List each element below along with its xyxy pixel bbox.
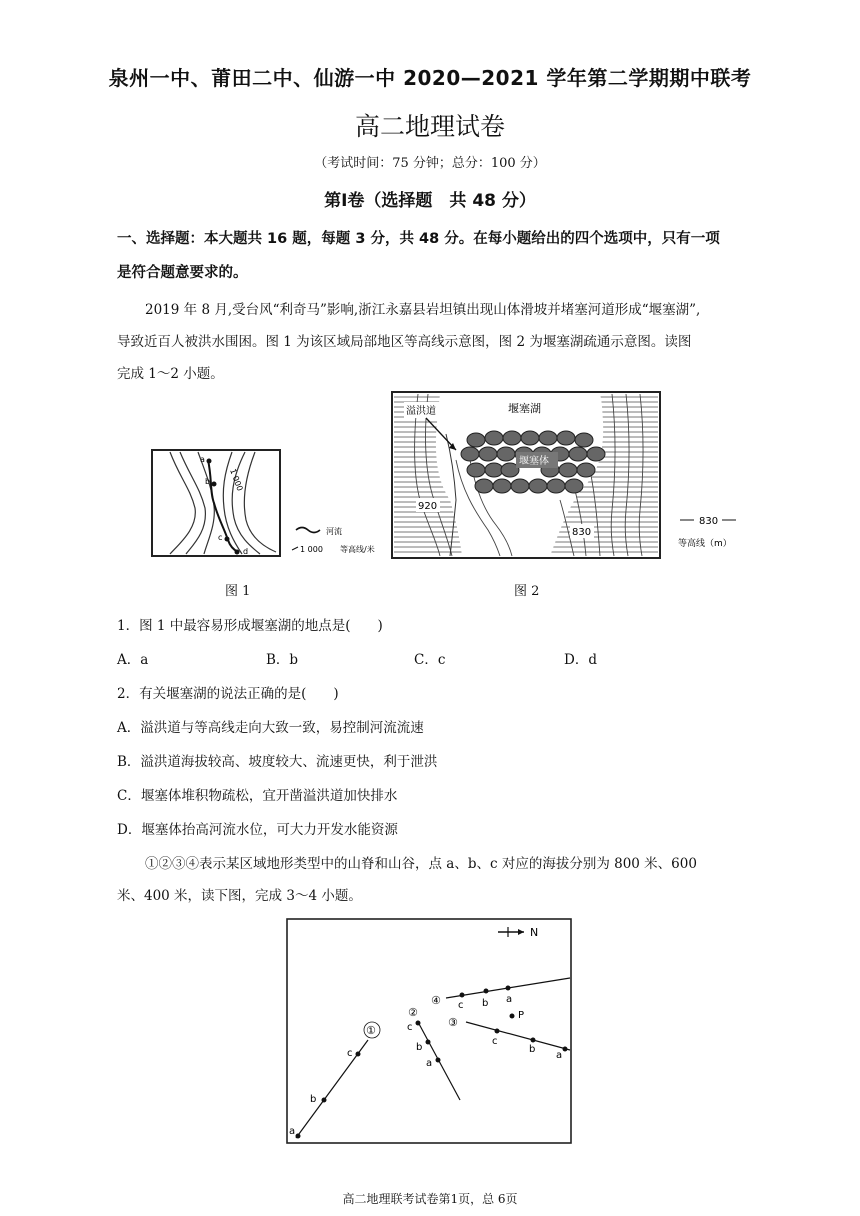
fig1-legend-river: 河流 — [326, 527, 342, 536]
q2-option-a[interactable]: A．溢洪道与等高线走向大致一致，易控制河流流速 — [117, 720, 424, 736]
fig3-l1-c: c — [347, 1048, 353, 1059]
fig1-contour-value: 1 000 — [228, 467, 245, 493]
fig3-l1-b: b — [310, 1094, 317, 1105]
exam-info: （考试时间：75 分钟；总分：100 分） — [314, 156, 546, 171]
fig3-p-label: P — [518, 1010, 525, 1021]
fig3-north-label: N — [530, 926, 539, 939]
q1-option-b[interactable]: B．b — [266, 652, 299, 668]
fig2-legend-value: 830 — [699, 516, 719, 527]
fig3-line-label-4: ④ — [431, 994, 441, 1007]
fig3-line-label-1: ① — [366, 1024, 376, 1037]
q1-option-a[interactable]: A．a — [117, 652, 149, 668]
fig2-label-spillway: 溢洪道 — [406, 406, 436, 417]
q2-option-b[interactable]: B．溢洪道海拔较高、坡度较大、流速更快，利于泄洪 — [117, 754, 438, 770]
fig2-contour-920: 920 — [418, 501, 438, 512]
fig1-legend-contour-value: 1 000 — [300, 545, 323, 554]
fig3-l4-a: a — [506, 994, 513, 1005]
passage1-line2: 导致近百人被洪水围困。图 1 为该区域局部地区等高线示意图，图 2 为堰塞湖疏通示意图。读图 — [117, 334, 692, 350]
figure1-contour-map — [150, 448, 390, 560]
school-title: 泉州一中、莆田二中、仙游一中 2020—2021 学年第二学期期中联考 — [108, 66, 752, 90]
fig1-label-b: b — [205, 477, 211, 486]
fig3-l3-c: c — [492, 1036, 498, 1047]
question2-stem: 2．有关堰塞湖的说法正确的是( ) — [117, 686, 339, 702]
fig1-legend-contour-unit: 等高线/米 — [340, 545, 375, 554]
fig2-label-lake: 堰塞湖 — [508, 402, 541, 415]
figure3-ridge-valley-map — [286, 918, 574, 1146]
fig2-legend-label: 等高线（m） — [678, 539, 732, 549]
passage2-line1: ①②③④表示某区域地形类型中的山脊和山谷，点 a、b、c 对应的海拔分别为 800 米、600 — [145, 856, 697, 872]
fig2-label-dam: 堰塞体 — [519, 456, 549, 467]
fig3-l1-a: a — [289, 1126, 296, 1137]
fig1-point-a — [207, 459, 212, 464]
fig1-label-a: a — [200, 455, 205, 464]
passage1-line3: 完成 1～2 小题。 — [117, 366, 224, 382]
fig3-l4-c: c — [458, 1000, 464, 1011]
q2-option-d[interactable]: D．堰塞体抬高河流水位，可大力开发水能资源 — [117, 822, 398, 838]
section-instruction-line1: 一、选择题：本大题共 16 题，每题 3 分，共 48 分。在每小题给出的四个选项中，只有一项 — [117, 231, 720, 247]
fig2-contour-830: 830 — [572, 527, 592, 538]
fig3-l2-c: c — [407, 1022, 413, 1033]
passage1-line1: 2019 年 8 月,受台风“利奇马”影响,浙江永嘉县岩坦镇出现山体滑坡并堵塞河道形成“堰塞湖”, — [145, 302, 701, 318]
fig1-point-d — [235, 550, 240, 555]
fig3-l2-a: a — [426, 1058, 433, 1069]
fig3-l3-a: a — [556, 1050, 563, 1061]
q2-option-c[interactable]: C．堰塞体堆积物疏松，宜开凿溢洪道加快排水 — [117, 788, 398, 804]
q1-option-c[interactable]: C．c — [414, 652, 446, 668]
fig3-point-p — [510, 1014, 515, 1019]
fig3-line-label-2: ② — [408, 1006, 418, 1019]
fig1-point-c — [225, 537, 230, 542]
subject-title: 高二地理试卷 — [354, 112, 505, 141]
passage2-line2: 米、400 米，读下图，完成 3～4 小题。 — [117, 888, 362, 904]
volume-title: 第Ⅰ卷（选择题 共 48 分） — [324, 191, 536, 211]
figure1-caption: 图 1 — [225, 584, 251, 599]
fig1-label-d: d — [243, 547, 249, 556]
figure2-caption: 图 2 — [514, 584, 540, 599]
page-footer: 高二地理联考试卷第1页，总 6页 — [342, 1192, 518, 1206]
fig3-l4-b: b — [482, 998, 489, 1009]
fig1-label-c: c — [218, 533, 223, 542]
section-instruction-line2: 是符合题意要求的。 — [117, 265, 248, 281]
figure2-dam-diagram — [390, 390, 750, 562]
q1-option-d[interactable]: D．d — [564, 652, 597, 668]
fig3-l2-b: b — [416, 1042, 423, 1053]
fig3-l3-b: b — [529, 1044, 536, 1055]
fig1-point-b — [212, 482, 217, 487]
fig3-line-label-3: ③ — [448, 1016, 458, 1029]
question1-stem: 1．图 1 中最容易形成堰塞湖的地点是( ) — [117, 618, 383, 634]
